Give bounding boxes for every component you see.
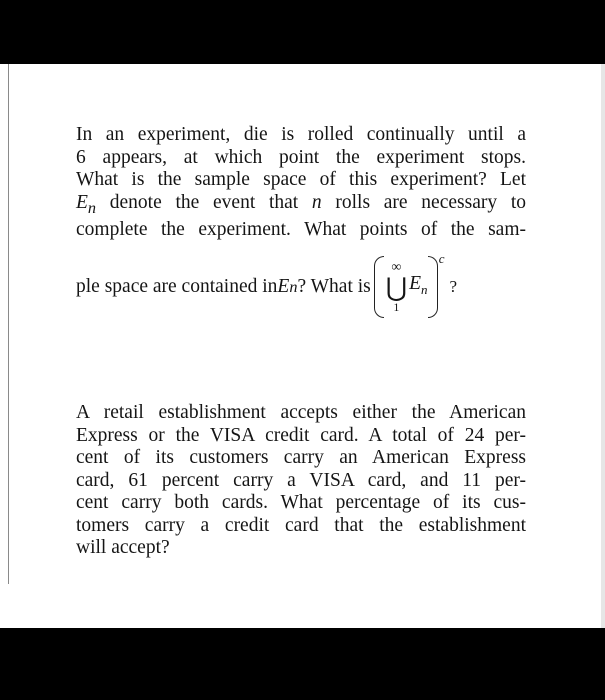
variable-e: E (76, 191, 88, 213)
problem-1 (76, 124, 526, 327)
variable-n: n (311, 191, 322, 213)
complement-superscript: c (438, 251, 445, 267)
page-edge (601, 64, 605, 628)
problem-1-line-6 (76, 247, 526, 327)
question-mark: ? (449, 277, 458, 297)
page-margin-line (8, 64, 9, 584)
left-parenthesis (374, 256, 384, 318)
problem-2 (76, 402, 526, 560)
problem-1-line-4 (76, 192, 526, 219)
problem-1-line-2: 6 appears, at which point the experiment stops. (76, 146, 526, 168)
union-operator (386, 261, 407, 313)
text-fragment: ? What is (297, 276, 371, 298)
subscript-n: n (87, 198, 97, 217)
variable-e: E (409, 273, 421, 295)
text-fragment: ple space are contained in (76, 276, 278, 298)
problem-2-line-7: will accept? (76, 537, 170, 558)
problem-2-line-2: Express or the VISA credit card. A total of 24 per- (76, 424, 526, 446)
problem-2-line-6: tomers carry a credit card that the establishment (76, 514, 526, 536)
formula-variable (409, 273, 427, 301)
text-fragment: rolls are necessary to (321, 191, 526, 213)
union-lower-limit: 1 (393, 300, 400, 315)
problem-1-line-5: complete the experiment. What points of the sam- (76, 218, 526, 240)
problem-1-line-1: In an experiment, die is rolled continually until a (76, 124, 526, 145)
union-symbol: ⋃ (385, 273, 408, 303)
problem-2-line-3: cent of its customers carry an American Express (76, 447, 526, 468)
problem-2-line-4: card, 61 percent carry a VISA card, and 11 per- (76, 469, 526, 491)
subscript-n: n (289, 278, 298, 297)
union-complement-formula (374, 251, 445, 318)
document-page (0, 64, 605, 628)
variable-e: E (277, 276, 290, 298)
text-fragment: denote the event that (96, 191, 312, 213)
problem-2-line-1: A retail establishment accepts either the American (76, 402, 526, 423)
union-upper-limit: ∞ (391, 260, 402, 276)
subscript-n: n (421, 282, 428, 298)
problem-1-line-3: What is the sample space of this experiment? Let (76, 169, 526, 190)
right-parenthesis (428, 256, 438, 318)
problem-2-line-5: cent carry both cards. What percentage of its cus- (76, 492, 526, 513)
